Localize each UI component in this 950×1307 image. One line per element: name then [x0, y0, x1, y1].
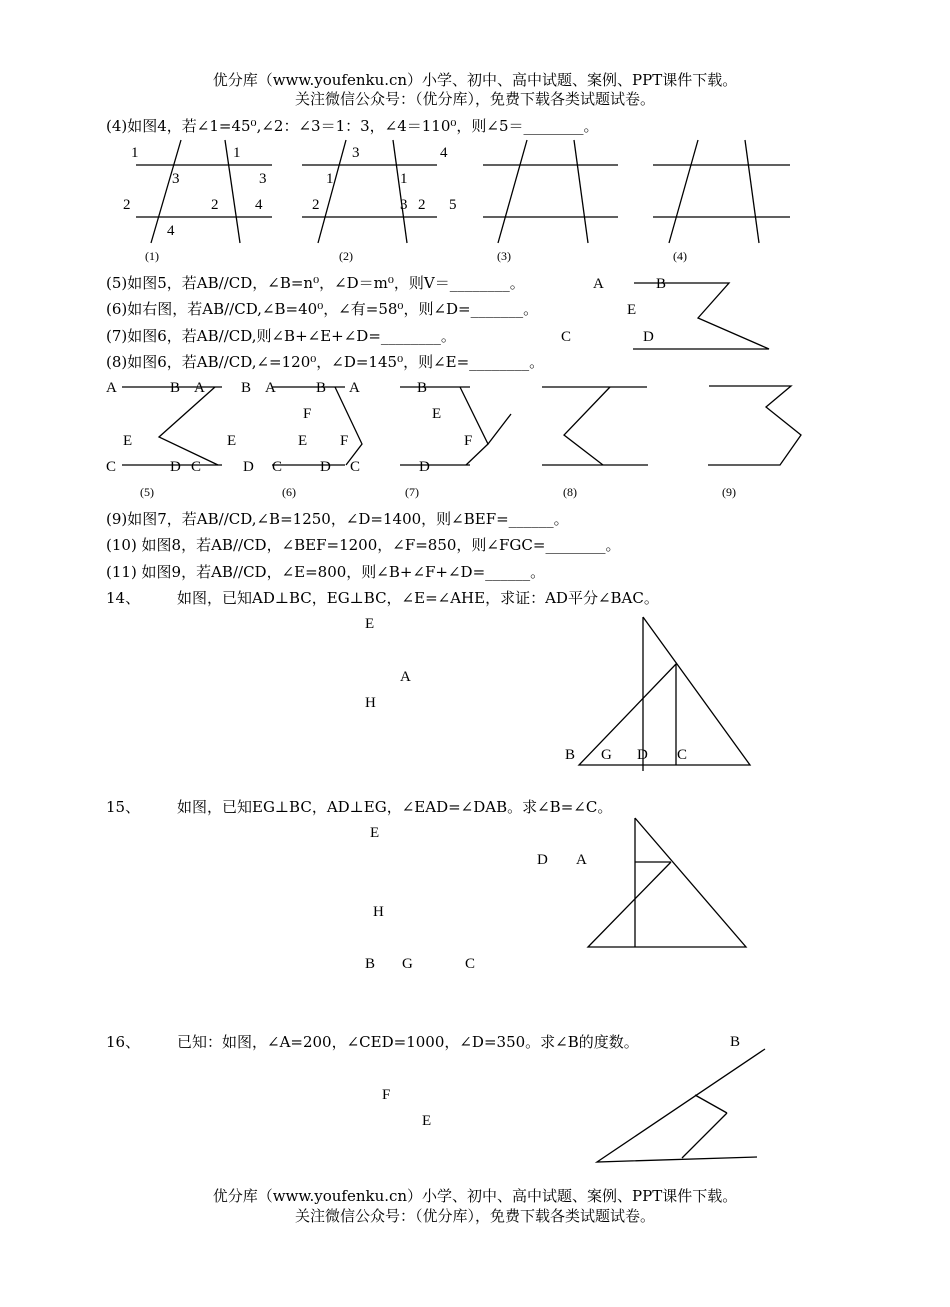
- fig14-label-b: B: [565, 747, 576, 763]
- fig15-label-h: H: [373, 904, 384, 920]
- fig16-label-b: B: [730, 1034, 741, 1050]
- fig6-label-b: B: [241, 380, 252, 396]
- fig8-bent-line: [564, 387, 610, 465]
- fig16-triangle: [597, 1049, 765, 1162]
- fig8-label-d: D: [419, 459, 430, 475]
- fig9-zigzag: [708, 386, 801, 465]
- fig15-label-c: C: [465, 956, 476, 972]
- fig2-caption: (2): [339, 249, 353, 263]
- question-11: (11) 如图9，若AB//CD，∠E=800，则∠B+∠F+∠D=______。: [106, 563, 546, 581]
- fig15-label-e: E: [370, 825, 380, 841]
- question-9: (9)如图7，若AB//CD,∠B=1250，∠D=1400，则∠BEF=______。: [106, 510, 569, 528]
- footer-line-1: 优分库（www.youfenku.cn）小学、初中、高中试题、案例、PPT课件下载。: [212, 1187, 738, 1205]
- fig8-label-f: F: [464, 433, 473, 449]
- problem-16-text: 已知：如图，∠A=200，∠CED=1000，∠D=350。求∠B的度数。: [177, 1033, 639, 1051]
- fig2-label-2b: 2: [418, 197, 426, 213]
- fig1-label-1a: 1: [131, 145, 139, 161]
- fig2-label-3: 3: [352, 145, 360, 161]
- fig5-label-d: D: [170, 459, 181, 475]
- fig6-bent-line: [335, 387, 362, 465]
- fig8-label-a: A: [349, 380, 360, 396]
- fig4-transversal-left: [669, 140, 698, 243]
- fig15-label-g: G: [402, 956, 413, 972]
- fig1-transversal-left: [151, 140, 181, 243]
- fig16-segment-de: [695, 1095, 727, 1113]
- question-6: (6)如右图，若AB//CD,∠B=40⁰，∠有=58⁰，则∠D=_______。: [106, 300, 539, 318]
- fig7-label-a: A: [265, 380, 276, 396]
- fig14-triangle: [579, 617, 750, 765]
- fig3-caption: (3): [497, 249, 511, 263]
- fig5-label-a: A: [106, 380, 117, 396]
- figq5-label-d: D: [643, 329, 654, 345]
- fig2-label-3b: 3: [400, 197, 408, 213]
- fig4-transversal-right: [745, 140, 759, 243]
- fig7-label-f2: F: [340, 433, 349, 449]
- question-5: (5)如图5，若AB//CD，∠B=n⁰，∠D＝m⁰，则V＝________。: [106, 274, 525, 292]
- fig5-caption: (5): [140, 485, 154, 499]
- fig8-label-e: E: [432, 406, 442, 422]
- fig15-label-d: D: [537, 852, 548, 868]
- fig1-label-4a: 4: [255, 197, 263, 213]
- fig3-transversal-left: [498, 140, 527, 243]
- fig2-label-5: 5: [449, 197, 457, 213]
- fig8-label-b: B: [417, 380, 428, 396]
- fig7-label-c: C: [272, 459, 283, 475]
- fig15-triangle: [588, 818, 746, 947]
- fig7-caption: (7): [405, 485, 419, 499]
- fig2-transversal-left: [318, 140, 346, 243]
- fig1-label-3b: 3: [259, 171, 267, 187]
- fig3-transversal-right: [574, 140, 588, 243]
- question-7: (7)如图6，若AB//CD,则∠B+∠E+∠D=________。: [106, 327, 456, 345]
- fig6-label-d: D: [243, 459, 254, 475]
- problem-15-number: 15、: [106, 798, 141, 816]
- fig6-label-c: C: [191, 459, 202, 475]
- fig9-caption: (9): [722, 485, 736, 499]
- fig2-transversal-right: [393, 140, 407, 243]
- fig5-bent-line: [159, 387, 218, 465]
- fig14-label-g: G: [601, 747, 612, 763]
- problem-15-text: 如图，已知EG⊥BC，AD⊥EG，∠EAD=∠DAB。求∠B=∠C。: [177, 798, 613, 816]
- fig1-label-2b: 2: [211, 197, 219, 213]
- fig14-label-c: C: [677, 747, 688, 763]
- fig5-label-b: B: [170, 380, 181, 396]
- fig1-label-2a: 2: [123, 197, 131, 213]
- problem-16-number: 16、: [106, 1033, 141, 1051]
- figq5-label-a: A: [593, 276, 604, 292]
- question-8: (8)如图6，若AB//CD,∠=120⁰，∠D=145⁰，则∠E=________。: [106, 353, 545, 371]
- fig1-label-1b: 1: [233, 145, 241, 161]
- fig8-caption: (8): [563, 485, 577, 499]
- fig16-label-f: F: [382, 1087, 391, 1103]
- fig2-label-1a: 1: [326, 171, 334, 187]
- header-line-2: 关注微信公众号：（优分库），免费下载各类试题试卷。: [294, 90, 655, 108]
- fig7-label-e: E: [298, 433, 308, 449]
- question-4: (4)如图4，若∠1=45⁰,∠2：∠3＝1：3，∠4＝110⁰，则∠5＝________。: [106, 117, 599, 135]
- problem-14-text: 如图，已知AD⊥BC，EG⊥BC，∠E=∠AHE，求证：AD平分∠BAC。: [177, 589, 659, 607]
- fig14-label-h: H: [365, 695, 376, 711]
- fig1-label-4b: 4: [167, 223, 175, 239]
- fig1-label-3a: 3: [172, 171, 180, 187]
- figq5-label-b: B: [656, 276, 667, 292]
- fig14-label-d: D: [637, 747, 648, 763]
- footer-line-2: 关注微信公众号：（优分库），免费下载各类试题试卷。: [294, 1207, 655, 1225]
- fig6-label-e: E: [227, 433, 237, 449]
- fig7-label-b: B: [316, 380, 327, 396]
- fig15-label-a: A: [576, 852, 587, 868]
- problem-14-number: 14、: [106, 589, 141, 607]
- fig8-label-c: C: [350, 459, 361, 475]
- fig16-label-e: E: [422, 1113, 432, 1129]
- fig2-label-2a: 2: [312, 197, 320, 213]
- fig4-caption: (4): [673, 249, 687, 263]
- fig5-label-e: E: [123, 433, 133, 449]
- fig7-label-d: D: [320, 459, 331, 475]
- fig6-caption: (6): [282, 485, 296, 499]
- fig15-label-b: B: [365, 956, 376, 972]
- figq5-label-c: C: [561, 329, 572, 345]
- fig5-label-c: C: [106, 459, 117, 475]
- figq5-label-e: E: [627, 302, 637, 318]
- fig2-label-1b: 1: [400, 171, 408, 187]
- fig16-segment-ce: [682, 1113, 727, 1158]
- header-line-1: 优分库（www.youfenku.cn）小学、初中、高中试题、案例、PPT课件下载。: [212, 71, 738, 89]
- fig1-caption: (1): [145, 249, 159, 263]
- question-10: (10) 如图8，若AB//CD，∠BEF=1200，∠F=850，则∠FGC=________。: [106, 536, 621, 554]
- fig7-label-f: F: [303, 406, 312, 422]
- fig14-label-a: A: [400, 669, 411, 685]
- fig2-label-4: 4: [440, 145, 448, 161]
- fig6-label-a: A: [194, 380, 205, 396]
- fig14-label-e: E: [365, 616, 375, 632]
